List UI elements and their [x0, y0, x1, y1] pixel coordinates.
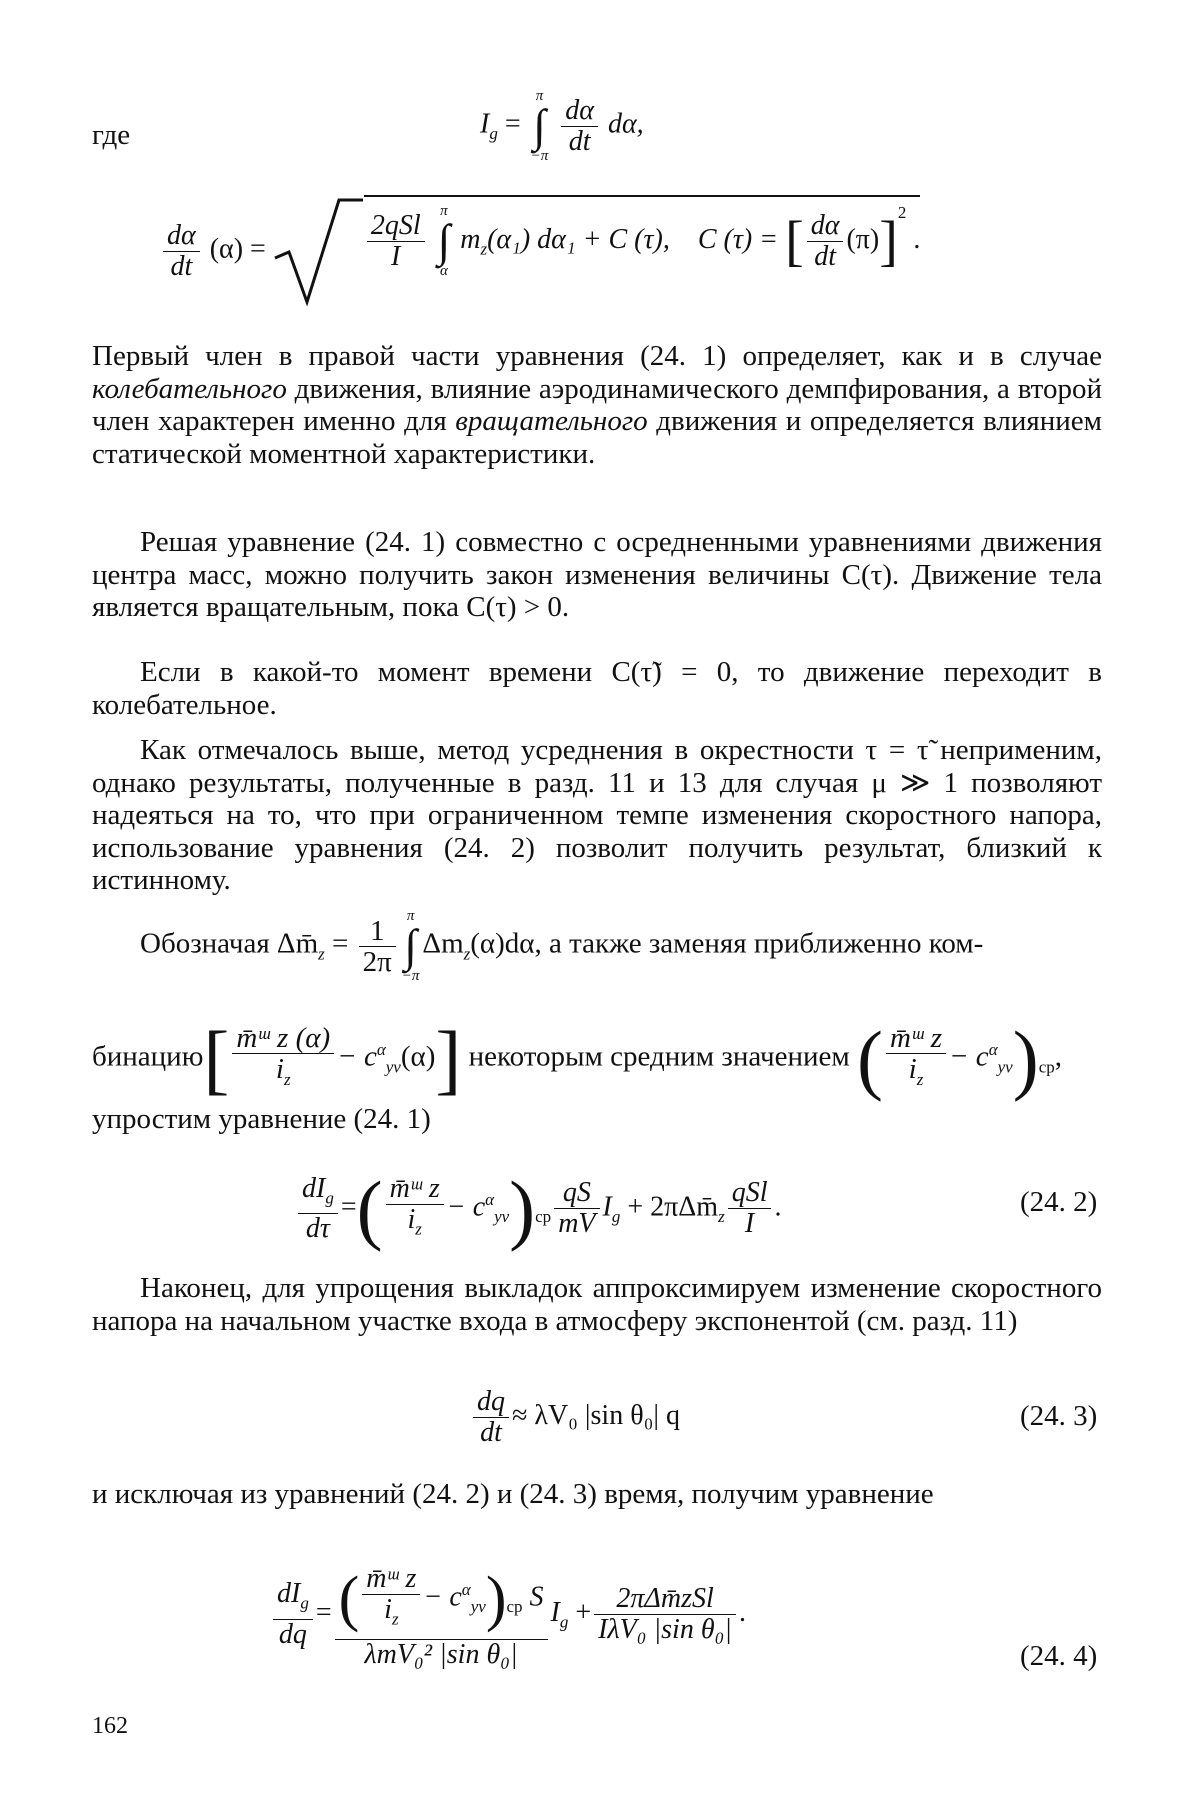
lhs-num-sub: g [300, 1593, 309, 1613]
frac-den: 2π [362, 945, 392, 978]
para5-sub-c: z [463, 944, 471, 964]
inner-den-i: i [384, 1593, 392, 1625]
eq-end: . [739, 1596, 747, 1628]
left-paren: ( [356, 1164, 383, 1252]
c-power: 2 [897, 202, 907, 222]
eq243-rhs: ≈ λV₀ |sin θ₀| q [512, 1400, 680, 1431]
equation-number-24-2: (24. 2) [1020, 1186, 1098, 1218]
f1-num: m̄ᵚ z (α) [232, 1024, 334, 1054]
fraction-c [807, 209, 844, 272]
paragraph-1 [92, 340, 1102, 470]
c-den: dt [814, 240, 836, 272]
cyv-term: − c [337, 1040, 377, 1073]
sqrt-sign-icon [273, 196, 363, 306]
integral-sign: π ∫ −π [530, 88, 549, 164]
f1-den-sub: z [283, 1069, 291, 1089]
equation-ig [480, 88, 644, 164]
para6-text-a: бинацию [92, 1040, 204, 1073]
f-den-i: i [407, 1203, 416, 1235]
equation-number-24-4: (24. 4) [1020, 1640, 1098, 1672]
para1-text-c: движения и определяется влиянием статической моментной характеристики. [92, 405, 1102, 470]
right-bracket: ] [435, 1015, 462, 1102]
left-bracket: [ [203, 1015, 230, 1102]
cyv-sup: α [485, 1190, 495, 1209]
plus-sub: z [718, 1206, 725, 1226]
integral-lower: −π [530, 148, 549, 164]
inner-num: 2qSl [367, 212, 425, 242]
cyv-term: − c [446, 1191, 486, 1223]
f2-den [886, 1054, 946, 1094]
lhs-num [298, 1172, 338, 1215]
para5-sub-a: z [318, 944, 325, 964]
ig-symbol: I [480, 108, 490, 140]
f1-den [232, 1054, 334, 1094]
para6-end: , [1054, 1040, 1062, 1073]
cyv-sup: α [461, 1580, 471, 1600]
fraction-lhs [163, 219, 200, 282]
right-bracket: ] [879, 210, 898, 273]
fraction-da-dt [561, 94, 598, 157]
fraction-qs-mv [554, 1179, 599, 1238]
r-num: 2πΔm̄zSl [594, 1585, 736, 1615]
c-num: dα [807, 212, 844, 242]
para5-text-a: Обозначая Δm̄ [140, 927, 319, 960]
frac-num: 1 [359, 917, 396, 947]
paragraph-2: Решая уравнение (24. 1) совместно с осредненными уравнениями движения центра масс, можно получить закон изменения величины C(τ). Движение тела является вращательным, пока C(τ) > 0. [92, 526, 1102, 623]
ig-sub: g [559, 1612, 569, 1632]
plus-term: + 2πΔm̄ [627, 1191, 719, 1223]
lhs-num-text: dI [302, 1172, 326, 1204]
fraction-mz [362, 1562, 420, 1634]
dq-num: dq [473, 1388, 509, 1418]
lhs-arg: (α) = [209, 233, 266, 265]
fraction-right [594, 1585, 736, 1644]
integral-upper: π [406, 908, 415, 924]
dq-den: dt [480, 1417, 502, 1449]
para5-text-d: (α)dα, а также заменяя приближенно ком- [470, 927, 984, 960]
cp-sub: ср [535, 1206, 552, 1226]
q-den: mV [558, 1208, 596, 1240]
plus-sign: + [575, 1596, 592, 1628]
cyv-term: − c [423, 1581, 462, 1613]
cyv2-sub: yv [997, 1057, 1013, 1077]
cyv-sub: yv [494, 1206, 510, 1226]
inner-den [362, 1595, 420, 1634]
inner-den: I [391, 240, 401, 272]
paragraph-4: Как отмечалось выше, метод усреднения в окрестности τ = τ̃ неприменим, однако результаты, полученные в разд. 11 и 13 для случая μ ≫ 1 позволяют надеяться на то, что при ограниченном темпе изменения скоростного напора, использование уравнения (24. 2) позволит получить результат, близкий к истинному. [92, 734, 1102, 896]
big-num [335, 1560, 548, 1640]
c-definition: C (τ) = [697, 223, 779, 255]
cp-sub: ср [506, 1597, 523, 1617]
equation-dadt [160, 196, 920, 306]
fraction-1-2pi [359, 914, 396, 978]
big-den: λmV₀² |sin θ₀| [364, 1639, 518, 1670]
f-den-sub: z [415, 1219, 422, 1239]
frac-den: dt [568, 125, 591, 157]
page-number: 162 [92, 1713, 128, 1739]
f-den [386, 1205, 444, 1244]
r-den: I [744, 1208, 755, 1240]
equation-24-3 [470, 1386, 680, 1447]
equals-sign: = [340, 1191, 357, 1223]
para1-emphasis-2: вращательного [455, 405, 648, 437]
cyv2-term: − c [948, 1040, 989, 1073]
f-num: m̄ᵚ z [386, 1175, 444, 1205]
integrand-tail: (α₁) dα₁ + C (τ), [487, 223, 670, 255]
lhs-den: dq [278, 1618, 307, 1650]
paragraph-6 [92, 1010, 1062, 1107]
equals-sign: = [315, 1596, 332, 1628]
equation-24-4 [270, 1560, 746, 1669]
para5-text-c: Δm [422, 927, 464, 960]
s-symbol: S [529, 1581, 544, 1613]
right-paren: ) [485, 1565, 507, 1633]
cp-sub: ср [1038, 1057, 1055, 1077]
left-paren: ( [338, 1565, 360, 1633]
cyv-sub: yv [385, 1057, 401, 1077]
lhs-num-text: dI [277, 1578, 301, 1610]
eq-end: . [774, 1191, 782, 1223]
fraction-dq-dt [473, 1388, 509, 1447]
cyv2-sup: α [988, 1040, 998, 1059]
inner-num: m̄ᵚ z [362, 1565, 420, 1595]
para1-text-b: движения, влияние аэродинамического демпфирования, а второй член характерен именно для [92, 372, 1102, 437]
fraction-big [335, 1560, 548, 1669]
para1-emphasis-1: колебательного [92, 372, 287, 405]
fraction-dig-dq [273, 1580, 313, 1649]
paragraph-5 [140, 908, 983, 984]
sqrt-expression: $\frac{\text{2qSl}}{I}$ π ∫ α $m_z(\alpha_1) d\alpha_1 + C$ (τ), C (τ) = [ $\frac{d\alpha}{dt}$ (π)]$^2$ . [273, 196, 921, 306]
cyv-sub: yv [470, 1597, 486, 1617]
where-word: где [92, 119, 131, 151]
integral-upper: π [440, 203, 448, 220]
integral-lower: −π [401, 968, 420, 984]
right-paren: ) [509, 1164, 536, 1252]
lhs-num: dα [163, 222, 200, 252]
equals-sign: = [504, 108, 521, 140]
right-paren: ) [1012, 1015, 1039, 1102]
equation-24-2 [295, 1160, 781, 1257]
left-paren: ( [857, 1015, 884, 1102]
para5-text-b: = [324, 927, 356, 960]
f2-den-sub: z [916, 1069, 924, 1089]
cyv-sup: α [376, 1040, 386, 1059]
paragraph-8: Наконец, для упрощения выкладок аппроксимируем изменение скоростного напора на начальном участке входа в атмосферу экспонентой (см. разд. 11) [92, 1272, 1102, 1337]
fraction-mz [386, 1172, 444, 1244]
integrand: m [460, 223, 481, 255]
fraction-qsl-i [728, 1179, 772, 1238]
equation-number-24-3: (24. 3) [1020, 1400, 1098, 1432]
ig-sub: g [611, 1206, 621, 1226]
fraction-mz-avg [886, 1024, 946, 1094]
f2-num: m̄ᵚ z [886, 1024, 946, 1054]
integral-lower: α [439, 263, 448, 280]
lhs-den: dτ [305, 1213, 330, 1245]
ig-symbol: I [602, 1191, 612, 1223]
integrand-sub: z [480, 239, 488, 259]
ig-sub: g [489, 124, 498, 144]
inner-den-sub: z [391, 1609, 399, 1629]
ig-symbol: I [550, 1596, 560, 1628]
para1-text-a: Первый член в правой части уравнения (24. 1) определяет, как и в случае [92, 340, 1102, 372]
r-den: IλV₀ |sin θ₀| [598, 1614, 733, 1645]
paragraph-3: Если в какой-то момент времени C(τ̃) = 0, то движение переходит в колебательное. [92, 656, 1102, 721]
integral-sign: π ∫ −π [401, 908, 420, 984]
cyv-arg: (α) [400, 1040, 436, 1073]
frac-num: dα [561, 97, 598, 127]
left-bracket: [ [785, 210, 804, 273]
fraction-mz [232, 1024, 334, 1094]
c-arg: (π) [846, 223, 880, 255]
f1-den-i: i [275, 1053, 284, 1086]
integral-sign: π ∫ α [437, 203, 451, 280]
fraction-dig-dt [298, 1172, 338, 1245]
lhs-num [273, 1580, 313, 1620]
para6-text-mid: некоторым средним значением [468, 1040, 850, 1073]
f2-den-i: i [908, 1053, 917, 1086]
integral-upper: π [535, 88, 544, 104]
r-num: qSl [728, 1179, 772, 1209]
lhs-den: dt [170, 250, 193, 282]
paragraph-7: упростим уравнение (24. 1) [92, 1103, 431, 1135]
eq-ig-tail: dα, [607, 108, 644, 140]
q-num: qS [554, 1179, 599, 1209]
fraction-2qsl [367, 209, 425, 272]
lhs-num-sub: g [325, 1188, 334, 1208]
paragraph-9: и исключая из уравнений (24. 2) и (24. 3) время, получим уравнение [92, 1478, 934, 1510]
